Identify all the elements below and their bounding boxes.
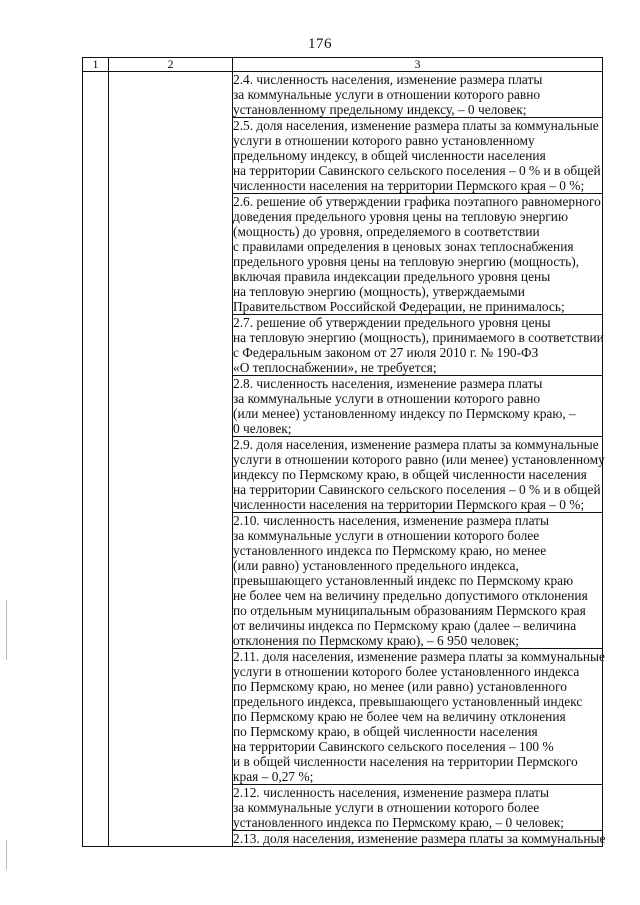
text-line: услуги в отношении которого более установленного индекса — [233, 664, 580, 679]
text-line: по отдельным муниципальным образованиям Пермского края — [233, 603, 586, 618]
list-item — [233, 194, 602, 315]
text-line: численности населения на территории Пермского края – 0 %; — [233, 497, 585, 512]
text-line: 2.10. численность населения, изменение размера платы — [233, 513, 550, 528]
list-item — [233, 649, 605, 785]
cell-column-2 — [109, 72, 233, 847]
text-line: 2.6. решение об утверждении графика поэтапного равномерного — [233, 194, 601, 209]
text-line: на территории Савинского сельского поселения – 0 % и в общей — [233, 163, 601, 178]
text-line: 2.8. численность населения, изменение размера платы — [233, 376, 543, 391]
text-line: 2.11. доля населения, изменение размера платы за коммунальные — [233, 649, 605, 664]
text-line: (мощность) до уровня, определяемого в соответствии — [233, 224, 540, 239]
text-line: (или равно) установленного предельного индекса, — [233, 558, 519, 573]
cell-column-1 — [83, 72, 109, 847]
page-number: 176 — [308, 36, 332, 52]
list-item — [233, 831, 606, 846]
list-item — [233, 72, 602, 118]
text-line: установленного индекса по Пермскому краю, – 0 человек; — [233, 815, 565, 830]
text-line: (или менее) установленному индексу по Пермскому краю, – — [233, 406, 576, 421]
text-line: отклонения по Пермскому краю), – 6 950 человек; — [233, 633, 520, 648]
text-line: предельного уровня цены на тепловую энергию (мощность), — [233, 254, 580, 269]
text-line: численности населения на территории Пермского края – 0 %; — [233, 178, 585, 193]
text-line: «О теплоснабжении», не требуется; — [233, 360, 437, 375]
text-line: 2.13. доля населения, изменение размера платы за коммунальные — [233, 831, 606, 846]
text-line: с Федеральным законом от 27 июля 2010 г. № 190-ФЗ — [233, 345, 539, 360]
table-header-row — [83, 58, 603, 72]
text-line: и в общей численности населения на территории Пермского — [233, 754, 578, 769]
document-table — [82, 57, 606, 847]
list-item — [233, 376, 602, 437]
scan-edge-mark — [6, 600, 7, 660]
text-line: с правилами определения в ценовых зонах теплоснабжения — [233, 239, 574, 254]
table-row — [83, 72, 603, 847]
text-line: по Пермскому краю не более чем на величину отклонения — [233, 709, 566, 724]
text-line: на территории Савинского сельского поселения – 100 % — [233, 739, 554, 754]
text-line: индексу по Пермскому краю, в общей численности населения — [233, 467, 587, 482]
cell-column-3 — [233, 72, 606, 847]
text-line: на тепловую энергию (мощность), утверждаемыми — [233, 284, 525, 299]
text-line: 2.7. решение об утверждении предельного уровня цены — [233, 315, 551, 330]
text-line: доведения предельного уровня цены на тепловую энергию — [233, 209, 568, 224]
text-line: услуги в отношении которого равно установленному — [233, 133, 535, 148]
text-line: Правительством Российской Федерации, не принималось; — [233, 299, 565, 314]
text-line: за коммунальные услуги в отношении которого более — [233, 528, 540, 543]
list-item — [233, 315, 602, 376]
list-item — [233, 513, 602, 649]
list-item — [233, 118, 602, 194]
text-line: 2.5. доля населения, изменение размера платы за коммунальные — [233, 118, 599, 133]
text-line: услуги в отношении которого равно (или менее) установленному — [233, 452, 605, 467]
text-line: за коммунальные услуги в отношении которого равно — [233, 87, 541, 102]
text-line: 2.4. численность населения, изменение размера платы — [233, 72, 543, 87]
text-line: 0 человек; — [233, 421, 292, 436]
text-line: 2.9. доля населения, изменение размера платы за коммунальные — [233, 437, 599, 452]
column-header-1: 1 — [83, 58, 109, 72]
text-line: установленного индекса по Пермскому краю, но менее — [233, 543, 547, 558]
text-line: включая правила индексации предельного уровня цены — [233, 269, 551, 284]
scan-edge-mark — [6, 840, 7, 870]
text-line: от величины индекса по Пермскому краю (далее – величина — [233, 618, 577, 633]
text-line: 2.12. численность населения, изменение размера платы — [233, 785, 550, 800]
text-line: установленному предельному индексу, – 0 человек; — [233, 102, 527, 117]
list-item — [233, 785, 602, 831]
text-line: превышающего установленный индекс по Пермскому краю — [233, 573, 574, 588]
text-line: за коммунальные услуги в отношении которого равно — [233, 391, 541, 406]
text-line: по Пермскому краю, в общей численности населения — [233, 724, 538, 739]
text-line: на тепловую энергию (мощность), принимаемого в соответствии — [233, 330, 604, 345]
text-line: на территории Савинского сельского поселения – 0 % и в общей — [233, 482, 601, 497]
text-line: не более чем на величину предельно допустимого отклонения — [233, 588, 588, 603]
list-item — [233, 437, 605, 513]
column-header-2: 2 — [109, 58, 233, 72]
text-line: по Пермскому краю, но менее (или равно) установленного — [233, 679, 567, 694]
text-line: края – 0,27 %; — [233, 769, 314, 784]
column-header-3: 3 — [233, 58, 603, 72]
text-line: за коммунальные услуги в отношении которого более — [233, 800, 540, 815]
text-line: предельного индекса, превышающего установленный индекс — [233, 694, 583, 709]
text-line: предельному индексу, в общей численности населения — [233, 148, 546, 163]
